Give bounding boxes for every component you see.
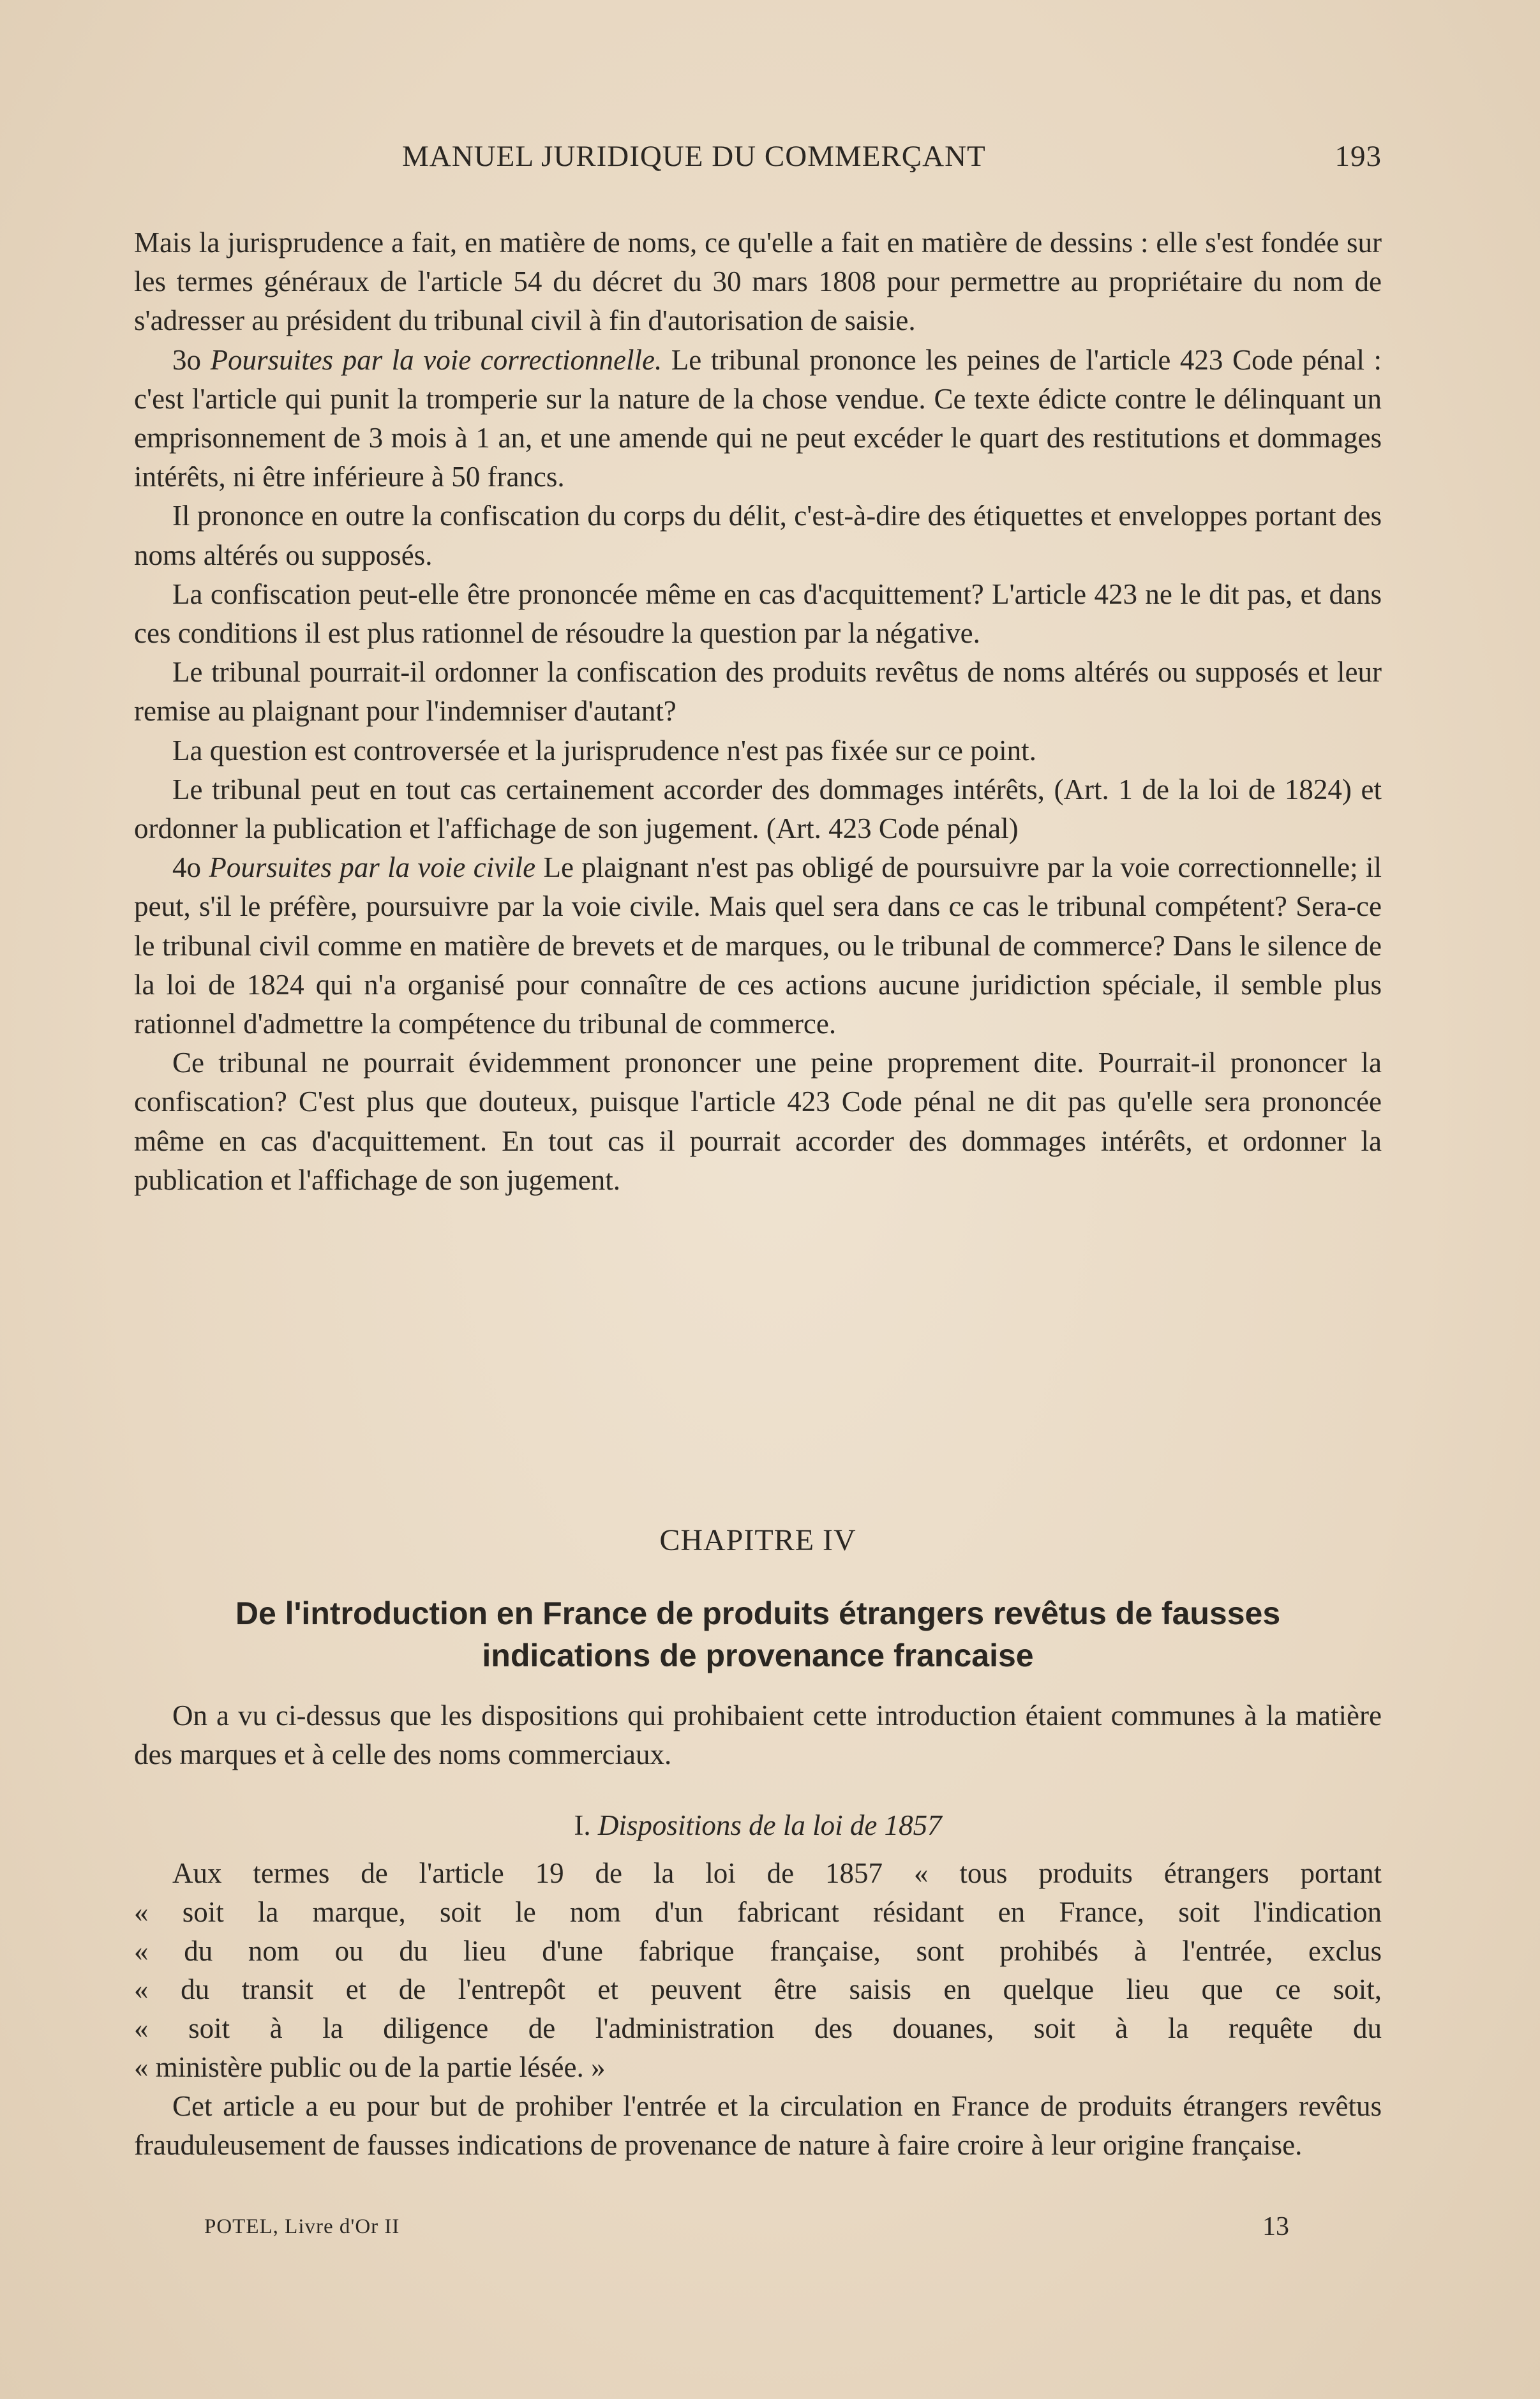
paragraph-text: Le plaignant n'est pas obligé de poursuivre par la voie correctionnelle; il peut, s'il le préfère, poursuivre par la voie civile. Mais quel sera dans ce cas le tribunal compétent? Sera-ce le tribunal civil comme en matière de brevets et de marques, ou le tribunal de commerce? Dans le silence de la loi de 1824 qui n'a organisé pour connaître de ces actions aucune juridiction spéciale, il semble plus rationnel d'admettre la compétence du tribunal de commerce.: [134, 851, 1382, 1040]
quote-line: « du nom ou du lieu d'une fabrique française, sont prohibés à l'entrée, exclus: [134, 1934, 1382, 1967]
subsection-text: [134, 1854, 1382, 2164]
paragraph: La confiscation peut-elle être prononcée même en cas d'acquittement? L'article 423 ne le dit pas, et dans ces conditions il est plus rationnel de résoudre la question par la négative.: [134, 578, 1382, 650]
section-number: 3o: [172, 343, 201, 376]
chapter-intro: [134, 1696, 1382, 1774]
section-title: Poursuites par la voie civile: [209, 851, 536, 884]
subsection-heading: [134, 1809, 1382, 1842]
quote-line: « du transit et de l'entrepôt et peuvent être saisis en quelque lieu que ce soit,: [134, 1973, 1382, 2006]
chapter-heading: [134, 1592, 1382, 1677]
signature-mark: POTEL, Livre d'Or II: [204, 2215, 400, 2238]
paragraph: La question est controversée et la jurisprudence n'est pas fixée sur ce point.: [172, 734, 1036, 766]
main-text: [134, 223, 1382, 1200]
quote-line: Aux termes de l'article 19 de la loi de 1857 « tous produits étrangers portant: [172, 1857, 1382, 1889]
running-header: [134, 139, 1382, 184]
quote-line: « soit à la diligence de l'administration des douanes, soit à la requête du: [134, 2012, 1382, 2045]
quote-line: « ministère public ou de la partie lésée. »: [134, 2051, 606, 2083]
running-title: MANUEL JURIDIQUE DU COMMERÇANT: [402, 140, 986, 173]
subsection-title: Dispositions de la loi de 1857: [597, 1809, 942, 1841]
paragraph: Il prononce en outre la confiscation du corps du délit, c'est-à-dire des étiquettes et enveloppes portant des noms altérés ou supposés.: [134, 500, 1382, 571]
sheet-number: 13: [1262, 2212, 1289, 2241]
section-number: 4o: [172, 851, 201, 884]
paragraph: On a vu ci-dessus que les dispositions qui prohibaient cette introduction étaient communes à la matière des marques et à celle des noms commerciaux.: [134, 1700, 1382, 1771]
paragraph: Cet article a eu pour but de prohiber l'entrée et la circulation en France de produits étrangers revêtus frauduleusement de fausses indications de provenance de nature à faire croire à leur origine française.: [134, 2089, 1382, 2161]
page-number: 193: [1334, 140, 1382, 173]
paragraph: Le tribunal peut en tout cas certainement accorder des dommages intérêts, (Art. 1 de la loi de 1824) et ordonner la publication et l'affichage de son jugement. (Art. 423 Code pénal): [134, 773, 1382, 845]
paragraph: Mais la jurisprudence a fait, en matière de noms, ce qu'elle a fait en matière de dessins : elle s'est fondée sur les termes généraux de l'article 54 du décret du 30 mars 1808 pour permettre au propriétaire du nom de s'adresser au président du tribunal civil à fin d'autorisation de saisie.: [134, 227, 1382, 337]
paragraph: Le tribunal pourrait-il ordonner la confiscation des produits revêtus de noms altérés ou supposés et leur remise au plaignant pour l'indemniser d'autant?: [134, 656, 1382, 728]
subsection-number: I.: [574, 1809, 591, 1841]
chapter-label: CHAPITRE IV: [659, 1523, 856, 1557]
paragraph-text: Le tribunal prononce les peines de l'article 423 Code pénal : c'est l'article qui punit la tromperie sur la nature de la chose vendue. Ce texte édicte contre le délinquant un emprisonnement de 3 mois à 1 an, et une amende qui ne peut excéder le quart des restitutions et dommages intérêts, ni être inférieure à 50 francs.: [134, 343, 1382, 493]
page-footer: [204, 2211, 1289, 2250]
chapter-heading-line: De l'introduction en France de produits étrangers revêtus de fausses: [235, 1596, 1281, 1631]
paragraph: [134, 848, 1382, 1043]
paragraph: [134, 341, 1382, 497]
chapter-heading-line: indications de provenance francaise: [482, 1638, 1034, 1673]
paragraph: Ce tribunal ne pourrait évidemment prononcer une peine proprement dite. Pourrait-il prononcer la confiscation? C'est plus que douteux, puisque l'article 423 Code pénal ne dit pas qu'elle sera prononcée même en cas d'acquittement. En tout cas il pourrait accorder des dommages intérêts, et ordonner la publication et l'affichage de son jugement.: [134, 1047, 1382, 1196]
section-title: Poursuites par la voie correctionnelle.: [210, 343, 662, 376]
quote-line: « soit la marque, soit le nom d'un fabricant résidant en France, soit l'indication: [134, 1895, 1382, 1928]
